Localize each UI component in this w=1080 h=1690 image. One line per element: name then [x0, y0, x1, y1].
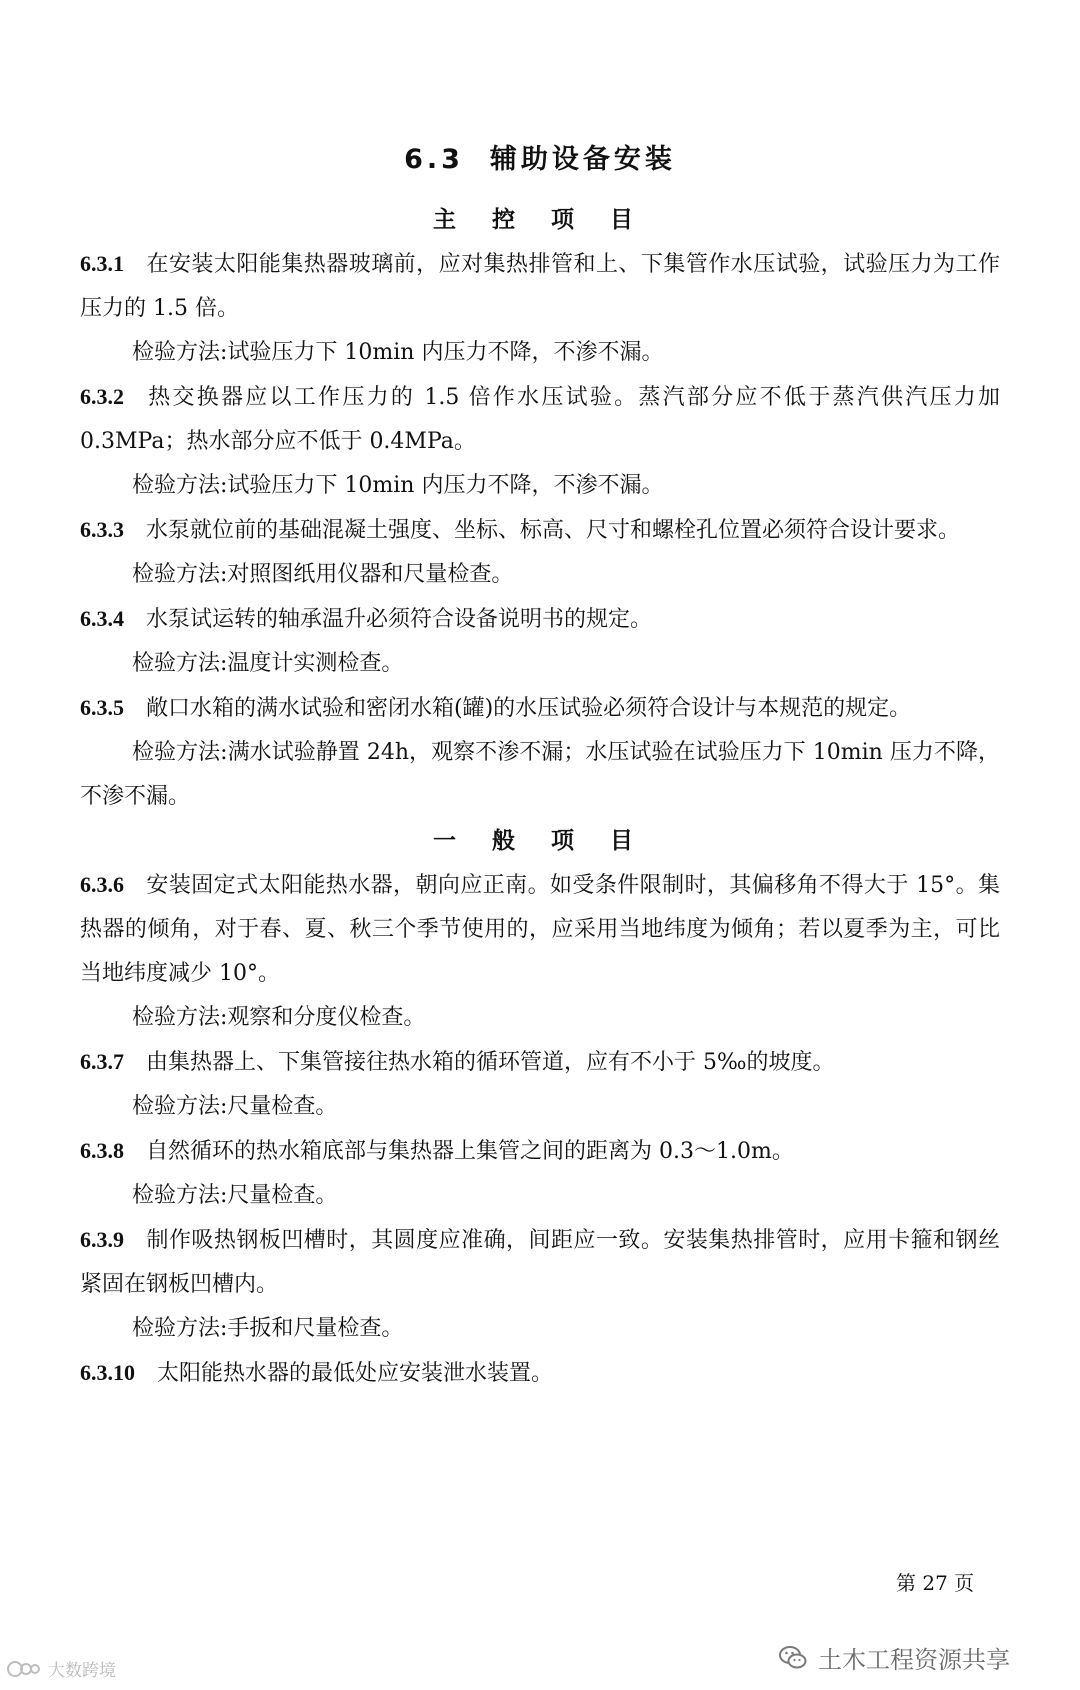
- site-logo-icon: [6, 1658, 42, 1680]
- clause: [80, 1218, 1000, 1307]
- clause-text: 热交换器应以工作压力的 1.5 倍作水压试验。蒸汽部分应不低于蒸汽供汽压力加 0.3MPa；热水部分应不低于 0.4MPa。: [80, 385, 1000, 454]
- clause-text: 太阳能热水器的最低处应安装泄水装置。: [157, 1361, 554, 1386]
- clause: [80, 1040, 1000, 1085]
- wechat-icon: [778, 1644, 808, 1672]
- clause: [80, 1129, 1000, 1174]
- clause-number: 6.3.5: [80, 695, 124, 720]
- clause-number: 6.3.8: [80, 1138, 124, 1163]
- clause-number: 6.3.4: [80, 606, 124, 631]
- inspection-method: 检验方法:手扳和尺量检查。: [132, 1316, 404, 1341]
- section-title: [80, 140, 1000, 180]
- inspection-method: 检验方法:尺量检查。: [132, 1183, 338, 1208]
- watermark-text: 土木工程资源共享: [818, 1646, 1010, 1674]
- clause-number: 6.3.9: [80, 1227, 124, 1252]
- inspection-method: 检验方法:尺量检查。: [132, 1094, 338, 1119]
- clause: [80, 863, 1000, 996]
- clause-number: 6.3.1: [80, 251, 124, 276]
- clause-text: 由集热器上、下集管接往热水箱的循环管道，应有不小于 5‰的坡度。: [146, 1050, 835, 1075]
- page-number: 第 27 页: [896, 1571, 975, 1595]
- watermark: [778, 1640, 1010, 1675]
- clause: [80, 597, 1000, 642]
- clause: [80, 508, 1000, 553]
- inspection-method: 检验方法:试验压力下 10min 内压力不降，不渗不漏。: [132, 473, 664, 498]
- clause-text: 在安装太阳能集热器玻璃前，应对集热排管和上、下集管作水压试验，试验压力为工作压力的 1.5 倍。: [80, 252, 1000, 321]
- main-control-heading: 主 控 项 目: [432, 207, 648, 233]
- inspection-method: 检验方法:观察和分度仪检查。: [132, 1005, 426, 1030]
- clause: [80, 1351, 1000, 1396]
- clause-text: 自然循环的热水箱底部与集热器上集管之间的距离为 0.3～1.0m。: [146, 1139, 794, 1164]
- inspection-method: 检验方法:满水试验静置 24h，观察不渗不漏；水压试验在试验压力下 10min 压力不降，不渗不漏。: [80, 740, 1000, 809]
- clause: [80, 686, 1000, 731]
- section-title-text: 辅助设备安装: [489, 144, 676, 175]
- inspection-method: 检验方法:对照图纸用仪器和尺量检查。: [132, 562, 514, 587]
- clause-text: 水泵试运转的轴承温升必须符合设备说明书的规定。: [146, 607, 653, 632]
- general-items-heading: 一 般 项 目: [432, 828, 648, 854]
- clause-number: 6.3.6: [80, 872, 124, 897]
- clause-number: 6.3.2: [80, 384, 124, 409]
- corner-watermark-text: 大数跨境: [48, 1661, 116, 1681]
- clause-text: 敞口水箱的满水试验和密闭水箱(罐)的水压试验必须符合设计与本规范的规定。: [146, 696, 912, 721]
- clause-number: 6.3.10: [80, 1360, 135, 1385]
- clause-number: 6.3.3: [80, 517, 124, 542]
- page-content: [80, 140, 1000, 1396]
- clause-text: 安装固定式太阳能热水器，朝向应正南。如受条件限制时，其偏移角不得大于 15°。集热器的倾角，对于春、夏、秋三个季节使用的，应采用当地纬度为倾角；若以夏季为主，可比当地纬度减少 10°。: [80, 873, 1000, 986]
- inspection-method: 检验方法:温度计实测检查。: [132, 651, 404, 676]
- clause-number: 6.3.7: [80, 1049, 124, 1074]
- clause: [80, 375, 1000, 464]
- clause-text: 水泵就位前的基础混凝土强度、坐标、标高、尺寸和螺栓孔位置必须符合设计要求。: [146, 518, 961, 543]
- clause-text: 制作吸热钢板凹槽时，其圆度应准确，间距应一致。安装集热排管时，应用卡箍和钢丝紧固在钢板凹槽内。: [80, 1228, 1000, 1297]
- clause: [80, 242, 1000, 331]
- corner-watermark: [6, 1656, 116, 1681]
- section-number: 6.3: [404, 144, 464, 175]
- inspection-method: 检验方法:试验压力下 10min 内压力不降，不渗不漏。: [132, 340, 664, 365]
